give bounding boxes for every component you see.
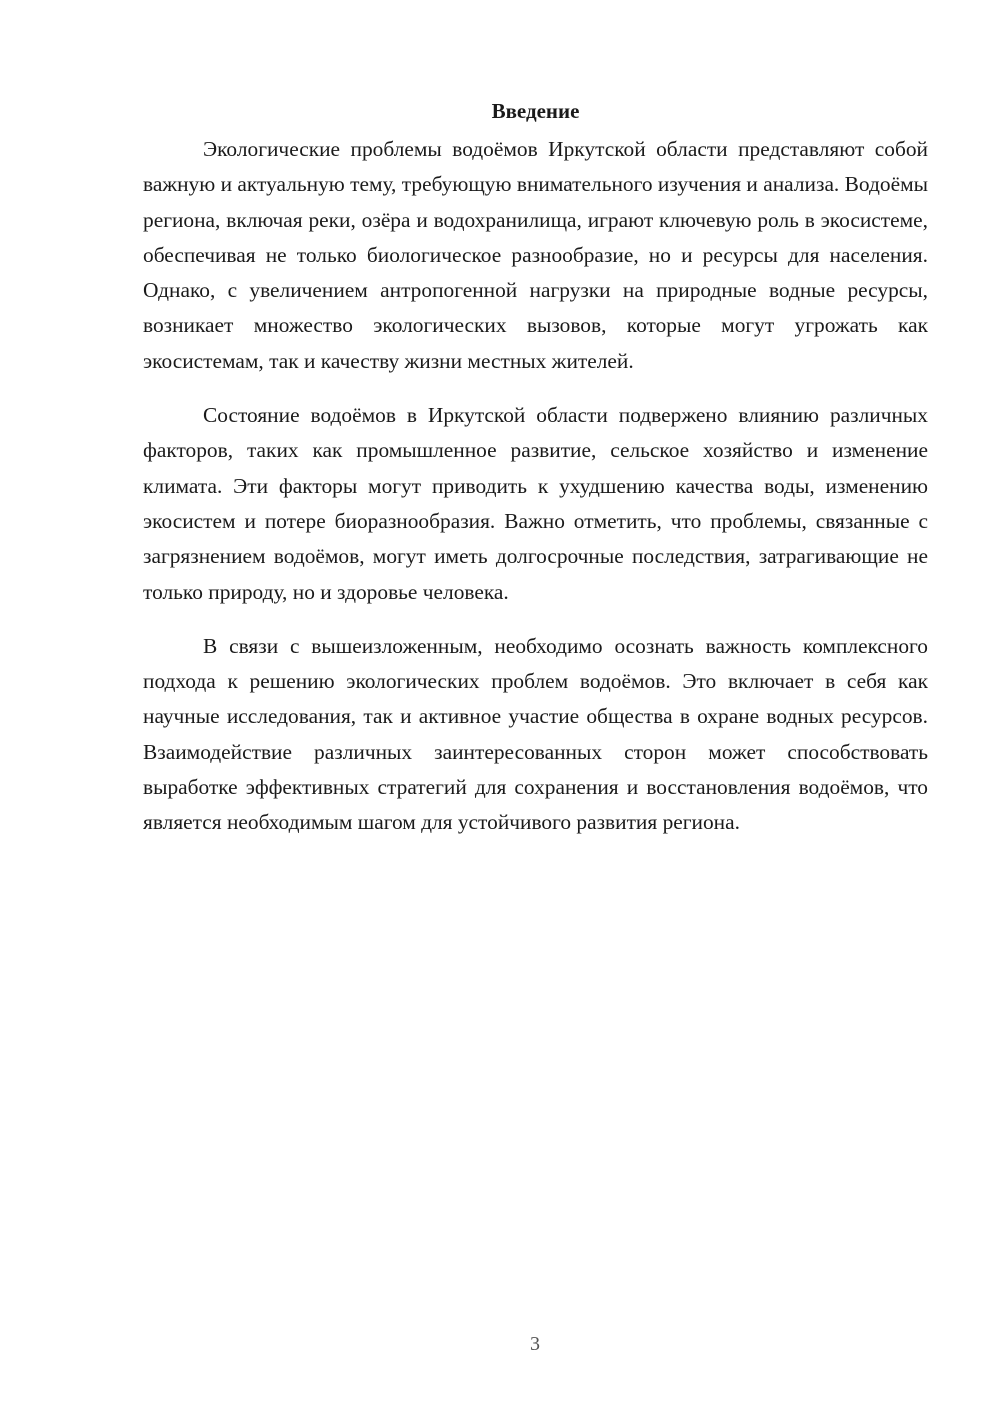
section-title: Введение bbox=[491, 99, 580, 123]
paragraph-conclusion: В связи с вышеизложенным, необходимо осознать важность комплексного подхода к решению экологических проблем водоёмов. Это включает в себя как научные исследования, так и активное участие общества в охране водных ресурсов. Взаимодействие различных заинтересованных сторон может способствовать выработке эффективных стратегий для сохранения и восстановления водоёмов, что является необходимым шагом для устойчивого развития региона. bbox=[143, 633, 928, 835]
paragraph-intro: Экологические проблемы водоёмов Иркутской области представляют собой важную и актуальную тему, требующую внимательного изучения и анализа. Водоёмы региона, включая реки, озёра и водохранилища, играют ключевую роль в экосистеме, обеспечивая не только биологическое разнообразие, но и ресурсы для населения. Однако, с увеличением антропогенной нагрузки на природные водные ресурсы, возникает множество экологических вызовов, которые могут угрожать как экосистемам, так и качеству жизни местных жителей. bbox=[143, 137, 928, 373]
paragraph-factors: Состояние водоёмов в Иркутской области подвержено влиянию различных факторов, таких как промышленное развитие, сельское хозяйство и изменение климата. Эти факторы могут приводить к ухудшению качества воды, изменению экосистем и потере биоразнообразия. Важно отметить, что проблемы, связанные с загрязнением водоёмов, могут иметь долгосрочные последствия, затрагивающие не только природу, но и здоровье человека. bbox=[143, 403, 928, 604]
page-number: 3 bbox=[530, 1333, 540, 1355]
document-page bbox=[143, 96, 928, 860]
